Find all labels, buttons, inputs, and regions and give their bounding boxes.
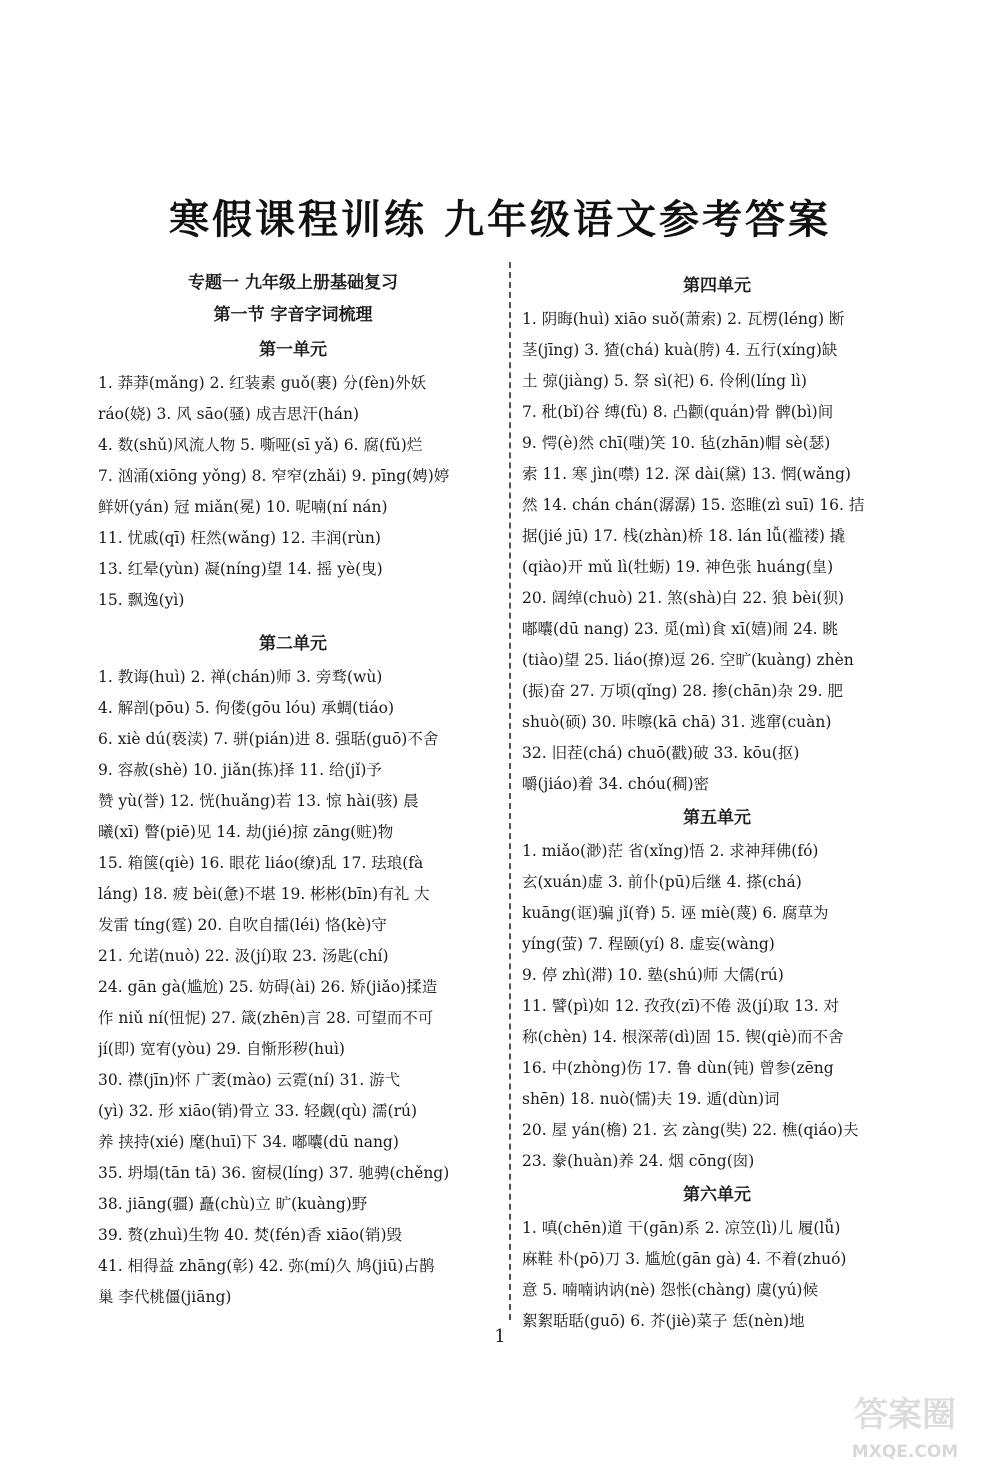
unit6-heading: 第六单元 [683, 1185, 751, 1205]
unit5-line: 玄(xuán)虚 3. 前仆(pū)后继 4. 搽(chá) [522, 873, 802, 891]
unit5-line: 9. 停 zhì(滞) 10. 塾(shú)师 大儒(rú) [522, 966, 784, 984]
unit4-line: 然 14. chán chán(潺潺) 15. 恣睢(zì suī) 16. 拮 [522, 496, 865, 514]
unit6-line: 意 5. 喃喃讷讷(nè) 怨怅(chàng) 虞(yú)候 [522, 1281, 818, 1299]
unit2-line: 4. 解剖(pōu) 5. 佝偻(gōu lóu) 承蜩(tiáo) [98, 699, 394, 717]
unit2-line: 养 挟持(xié) 麾(huī)下 34. 嘟囔(dū nang) [98, 1133, 399, 1151]
unit2-line: 41. 相得益 zhāng(彰) 42. 弥(mí)久 鸠(jiū)占鹊 [98, 1257, 435, 1275]
unit2-line: 发雷 tíng(霆) 20. 自吹自擂(léi) 恪(kè)守 [98, 916, 387, 934]
unit2-line: 9. 容赦(shè) 10. jiǎn(拣)择 11. 给(jǐ)予 [98, 761, 382, 779]
unit1-line: 4. 数(shǔ)风流人物 5. 嘶哑(sī yǎ) 6. 腐(fǔ)烂 [98, 436, 423, 454]
unit4-line: shuò(硕) 30. 咔嚓(kā chā) 31. 逃窜(cuàn) [522, 713, 832, 731]
page-title: 寒假课程训练 九年级语文参考答案 [169, 197, 831, 243]
unit5-line: 1. miǎo(渺)茫 省(xǐng)悟 2. 求神拜佛(fó) [522, 842, 819, 860]
unit4-line: 9. 愕(è)然 chī(嗤)笑 10. 毡(zhān)帽 sè(瑟) [522, 434, 831, 452]
unit5-line: 称(chèn) 14. 根深蒂(dì)固 15. 锲(qiè)而不舍 [522, 1028, 844, 1046]
unit4-line: 土 弶(jiàng) 5. 祭 sì(祀) 6. 伶俐(líng lì) [522, 372, 807, 390]
unit2-line: 24. gān gà(尴尬) 25. 妨碍(ài) 26. 矫(jiǎo)揉造 [98, 978, 438, 996]
unit2-line: 39. 赘(zhuì)生物 40. 焚(fén)香 xiāo(销)毁 [98, 1226, 403, 1244]
unit4-line: 嘟囔(dū nang) 23. 觅(mì)食 xī(嬉)闹 24. 眺 [522, 620, 839, 638]
unit4-line: 20. 阔绰(chuò) 21. 煞(shà)白 22. 狼 bèi(狈) [522, 589, 845, 607]
unit2-line: 21. 允诺(nuò) 22. 汲(jí)取 23. 汤匙(chí) [98, 947, 389, 965]
watermark-url: MXQE.COM [851, 1442, 959, 1462]
unit5-line: 11. 譬(pì)如 12. 孜孜(zī)不倦 汲(jí)取 13. 对 [522, 997, 840, 1015]
left-column [98, 268, 488, 1313]
unit1-heading: 第一单元 [259, 340, 327, 360]
unit6-line: 麻鞋 朴(pō)刀 3. 尴尬(gān gà) 4. 不着(zhuó) [522, 1250, 847, 1268]
unit4-line: (振)奋 27. 万顷(qǐng) 28. 掺(chān)杂 29. 肥 [522, 682, 843, 700]
unit5-line: 16. 中(zhòng)伤 17. 鲁 dùn(钝) 曾参(zēng [522, 1059, 834, 1077]
unit4-line: 据(jié jū) 17. 栈(zhàn)桥 18. lán lǚ(褴褛) 撬 [522, 527, 846, 545]
column-divider [509, 262, 511, 1320]
watermark-logo: 答案圈 [854, 1395, 956, 1435]
unit2-line: 6. xiè dú(亵渎) 7. 骈(pián)进 8. 强聒(guō)不舍 [98, 730, 439, 748]
unit4-heading: 第四单元 [683, 276, 751, 296]
unit6-line: 1. 嗔(chēn)道 干(gān)系 2. 凉笠(lì)儿 履(lǚ) [522, 1219, 841, 1237]
unit2-line: 1. 教诲(huì) 2. 禅(chán)师 3. 旁骛(wù) [98, 668, 383, 686]
unit4-line: 索 11. 寒 jìn(噤) 12. 深 dài(黛) 13. 惘(wǎng) [522, 465, 851, 483]
unit4-line: 7. 秕(bǐ)谷 缚(fù) 8. 凸颧(quán)骨 髀(bì)间 [522, 403, 834, 421]
unit5-heading: 第五单元 [683, 808, 751, 828]
unit5-line: 23. 豢(huàn)养 24. 烟 cōng(囱) [522, 1152, 755, 1170]
unit2-line: 30. 襟(jīn)怀 广袤(mào) 云霓(ní) 31. 游弋 [98, 1071, 401, 1089]
unit5-line: kuāng(诓)骗 jǐ(脊) 5. 诬 miè(蔑) 6. 腐草为 [522, 904, 829, 922]
unit2-line: 35. 坍塌(tān tā) 36. 窗棂(líng) 37. 驰骋(chěng) [98, 1164, 450, 1182]
unit2-line: 赞 yù(誉) 12. 恍(huǎng)若 13. 惊 hài(骇) 晨 [98, 792, 419, 810]
unit2-line: láng) 18. 疲 bèi(惫)不堪 19. 彬彬(bīn)有礼 大 [98, 885, 430, 903]
unit2-line: jí(即) 宽宥(yòu) 29. 自惭形秽(huì) [98, 1040, 345, 1058]
unit4-line: 1. 阴晦(huì) xiāo suǒ(萧索) 2. 瓦楞(léng) 断 [522, 310, 845, 328]
unit2-line: 作 niǔ ní(忸怩) 27. 箴(zhēn)言 28. 可望而不可 [98, 1009, 434, 1027]
unit2-line: 15. 箱箧(qiè) 16. 眼花 liáo(缭)乱 17. 珐琅(fà [98, 854, 424, 872]
unit5-line: 20. 屋 yán(檐) 21. 玄 zàng(奘) 22. 樵(qiáo)夫 [522, 1121, 859, 1139]
unit1-line: ráo(娆) 3. 风 sāo(骚) 成吉思汗(hán) [98, 405, 359, 423]
page-number: 1 [494, 1326, 506, 1347]
unit1-line: 鲜妍(yán) 冠 miǎn(冕) 10. 呢喃(ní nán) [98, 498, 388, 516]
unit1-line: 1. 莽莽(mǎng) 2. 红装素 guǒ(裹) 分(fèn)外妖 [98, 374, 426, 392]
unit1-line: 15. 飘逸(yì) [98, 591, 185, 609]
unit4-line: (qiào)开 mǔ lì(牡蛎) 19. 神色张 huáng(皇) [522, 558, 834, 576]
unit6-line: 絮絮聒聒(guō) 6. 芥(jiè)菜子 恁(nèn)地 [522, 1312, 805, 1330]
unit5-line: yíng(萤) 7. 程颐(yí) 8. 虚妄(wàng) [522, 935, 775, 953]
unit1-line: 11. 忧戚(qī) 枉然(wǎng) 12. 丰润(rùn) [98, 529, 381, 547]
unit2-line: 巢 李代桃僵(jiāng) [98, 1288, 232, 1306]
unit2-line: 曦(xī) 瞥(piē)见 14. 劫(jié)掠 zāng(赃)物 [98, 823, 394, 841]
section-heading: 第一节 字音字词梳理 [213, 305, 373, 325]
unit1-line: 13. 红晕(yùn) 凝(níng)望 14. 摇 yè(曳) [98, 560, 383, 578]
unit4-line: 嚼(jiáo)着 34. chóu(稠)密 [522, 775, 710, 793]
unit4-line: 32. 旧茬(chá) chuō(戳)破 33. kōu(抠) [522, 744, 800, 762]
unit2-line: (yì) 32. 形 xiāo(销)骨立 33. 轻觑(qù) 濡(rú) [98, 1102, 418, 1120]
unit1-line: 7. 汹涌(xiōng yǒng) 8. 窄窄(zhǎi) 9. pīng(娉)婷 [98, 467, 450, 485]
unit2-line: 38. jiāng(疆) 矗(chù)立 旷(kuàng)野 [98, 1195, 368, 1213]
unit2-heading: 第二单元 [259, 634, 327, 654]
unit5-line: shēn) 18. nuò(懦)夫 19. 遁(dùn)词 [522, 1090, 780, 1108]
topic-heading: 专题一 九年级上册基础复习 [188, 273, 398, 293]
unit4-line: (tiào)望 25. liáo(撩)逗 26. 空旷(kuàng) zhèn [522, 651, 854, 669]
right-column [522, 268, 912, 1337]
unit4-line: 茎(jīng) 3. 猹(chá) kuà(胯) 4. 五行(xíng)缺 [522, 341, 838, 359]
